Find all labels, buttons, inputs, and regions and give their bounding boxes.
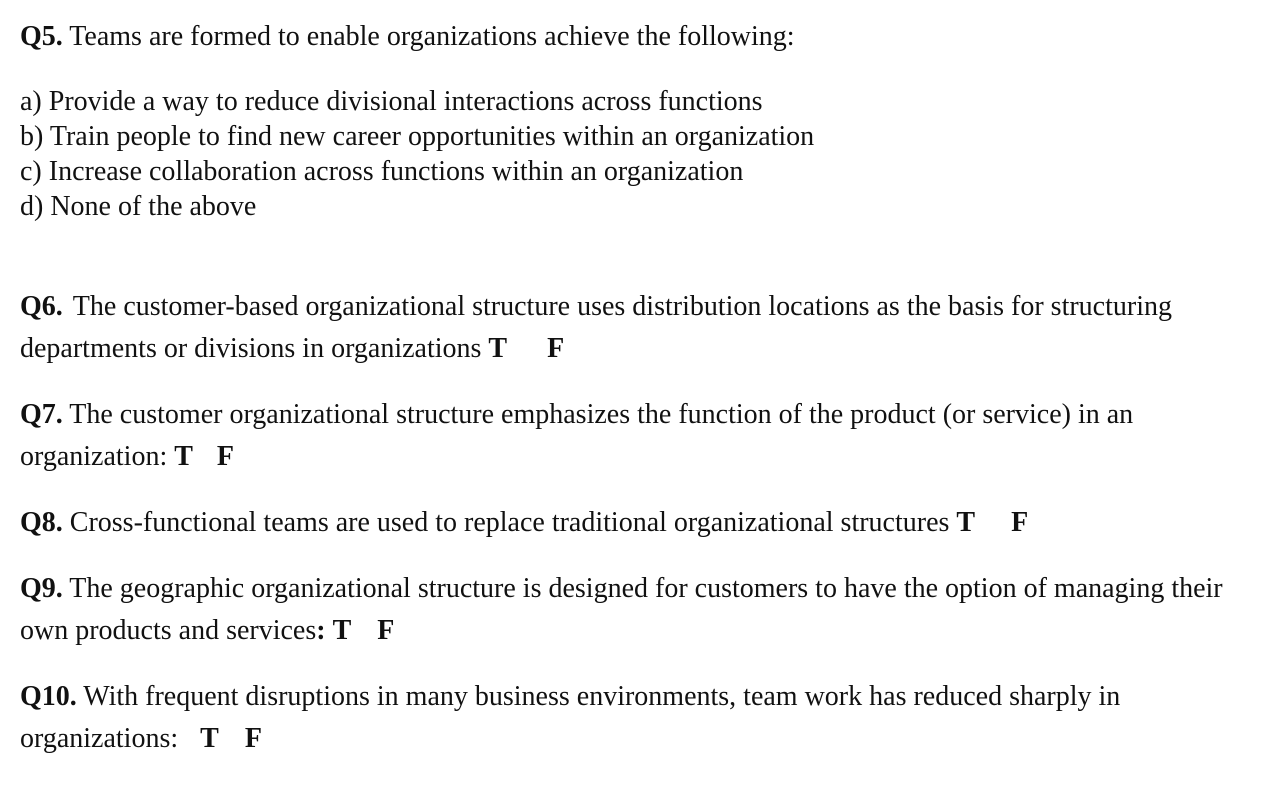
- question-number: Q5.: [20, 21, 63, 52]
- true-option: T: [488, 333, 508, 364]
- question-number: Q8.: [20, 507, 63, 538]
- options-list: [20, 84, 1240, 224]
- option-a: a) Provide a way to reduce divisional interactions across functions: [20, 86, 763, 117]
- question-text: Teams are formed to enable organizations achieve the following:: [62, 21, 795, 52]
- question-q5-stem: [20, 16, 1240, 58]
- true-option: T: [956, 507, 976, 538]
- question-text: Cross-functional teams are used to replace traditional organizational structures: [62, 507, 950, 538]
- option-b: b) Train people to find new career opportunities within an organization: [20, 121, 815, 152]
- false-option: F: [377, 615, 395, 646]
- option-c: c) Increase collaboration across functions within an organization: [20, 156, 744, 187]
- false-option: F: [1011, 507, 1029, 538]
- question-q7: [20, 394, 1240, 478]
- question-number: Q9.: [20, 573, 63, 604]
- false-option: F: [244, 723, 262, 754]
- option-d: d) None of the above: [20, 191, 257, 222]
- true-option: T: [332, 615, 352, 646]
- question-colon: :: [316, 615, 326, 646]
- false-option: F: [216, 441, 235, 472]
- question-number: Q7.: [20, 399, 63, 430]
- question-text: The customer organizational structure emphasizes the function of the product (or service) in an organization:: [20, 399, 1134, 472]
- true-option: T: [174, 441, 193, 472]
- question-number: Q6.: [20, 291, 63, 322]
- question-text: With frequent disruptions in many business environments, team work has reduced sharply in organizations:: [20, 681, 1121, 754]
- question-q9: [20, 568, 1240, 652]
- false-option: F: [547, 333, 565, 364]
- question-q8: [20, 502, 1240, 544]
- question-text: The customer-based organizational structure uses distribution locations as the basis for structuring departments or divisions in organizations: [20, 291, 1172, 364]
- question-q10: [20, 676, 1240, 760]
- true-option: T: [200, 723, 219, 754]
- question-text: The geographic organizational structure is designed for customers to have the option of managing their own products and services: [20, 573, 1223, 646]
- quiz-page: [20, 16, 1240, 760]
- question-q6: [20, 286, 1240, 370]
- question-q5: [20, 16, 1240, 224]
- question-number: Q10.: [20, 681, 77, 712]
